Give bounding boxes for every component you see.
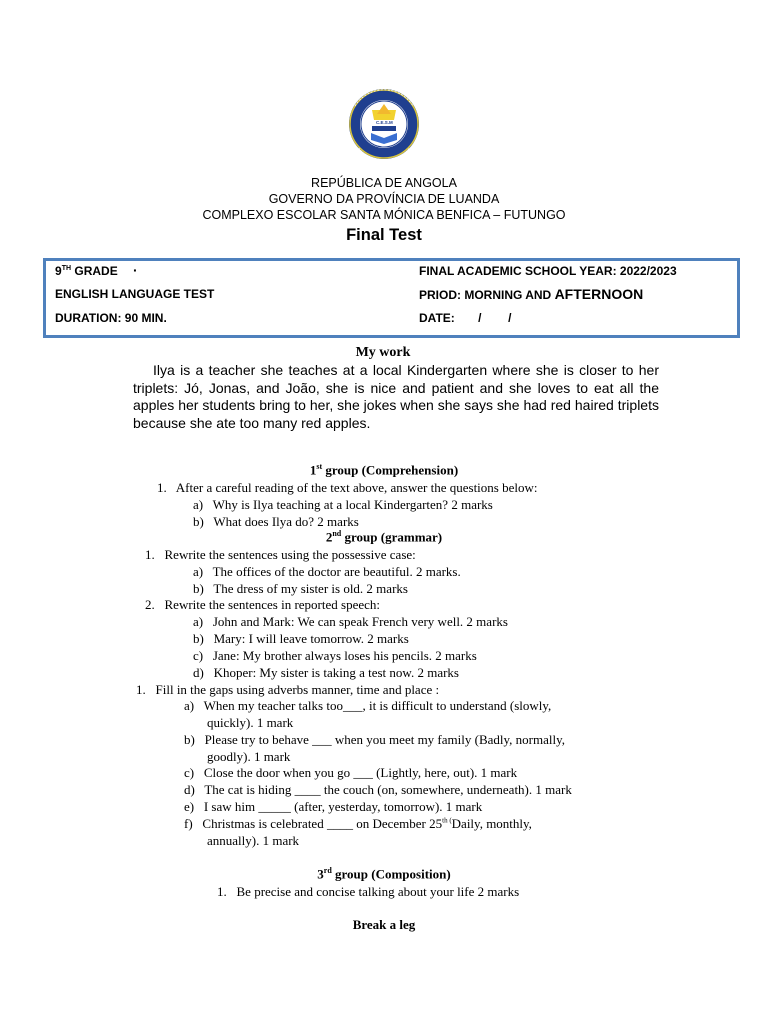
group2-question-3: 1. Fill in the gaps using adverbs manner, time and place : bbox=[136, 682, 440, 697]
group2-q3-item-f-cont: annually). 1 mark bbox=[207, 833, 300, 848]
group3-title: 3rd group (Composition) bbox=[317, 866, 451, 882]
group2-q2-item-b: b) Mary: I will leave tomorrow. 2 marks bbox=[193, 631, 409, 646]
logo-center-text: C.E.S.M bbox=[376, 120, 393, 125]
header-government: GOVERNO DA PROVÍNCIA DE LUANDA bbox=[268, 192, 500, 206]
school-year: FINAL ACADEMIC SCHOOL YEAR: 2022/2023 bbox=[419, 264, 677, 278]
group2-q3-item-e: e) I saw him _____ (after, yesterday, tomorrow). 1 mark bbox=[184, 799, 483, 814]
group2-q3-item-a: a) When my teacher talks too___, it is difficult to understand (slowly, bbox=[184, 698, 552, 713]
group2-q3-item-b-cont: goodly). 1 mark bbox=[207, 749, 291, 764]
passage-text: Ilya is a teacher she teaches at a local Kindergarten where she is closer to her triplets: Jó, Jonas, and João, she is nice and patient and she loves to eat all the apples her students bring to her, she jokes when she says she had red haired triplets because she ate too many red apples. bbox=[133, 362, 659, 431]
passage-title: My work bbox=[355, 345, 411, 360]
school-logo bbox=[347, 86, 421, 164]
group2-question-2: 2. Rewrite the sentences in reported speech: bbox=[145, 597, 380, 612]
grade-label: 9TH GRADE bbox=[55, 264, 118, 278]
group1-item-b: b) What does Ilya do? 2 marks bbox=[193, 514, 359, 529]
group2-title: 2nd group (grammar) bbox=[325, 529, 443, 545]
group2-q2-item-c: c) Jane: My brother always loses his pencils. 2 marks bbox=[193, 648, 477, 663]
group2-question-1: 1. Rewrite the sentences using the possessive case: bbox=[145, 547, 416, 562]
closing-text: Break a leg bbox=[352, 917, 416, 932]
group1-item-a: a) Why is Ilya teaching at a local Kindergarten? 2 marks bbox=[193, 497, 493, 512]
group1-question: 1. After a careful reading of the text above, answer the questions below: bbox=[157, 480, 538, 495]
group2-q3-item-b: b) Please try to behave ___ when you meet my family (Badly, normally, bbox=[184, 732, 565, 747]
group2-q2-item-a: a) John and Mark: We can speak French very well. 2 marks bbox=[193, 614, 508, 629]
subject-label: ENGLISH LANGUAGE TEST bbox=[55, 287, 215, 301]
group2-q2-item-d: d) Khoper: My sister is taking a test now. 2 marks bbox=[193, 665, 459, 680]
group3-question: 1. Be precise and concise talking about your life 2 marks bbox=[217, 884, 520, 899]
group2-q3-item-c: c) Close the door when you go ___ (Lightly, here, out). 1 mark bbox=[184, 765, 518, 780]
group2-q1-item-b: b) The dress of my sister is old. 2 marks bbox=[193, 581, 408, 596]
group2-q3-item-a-cont: quickly). 1 mark bbox=[207, 715, 294, 730]
date-label: DATE: / / bbox=[419, 311, 512, 325]
header-country: REPÚBLICA DE ANGOLA bbox=[311, 176, 457, 190]
grade-dot: · bbox=[133, 262, 138, 278]
duration-label: DURATION: 90 MIN. bbox=[55, 311, 167, 325]
page-title: Final Test bbox=[346, 226, 422, 244]
reading-passage bbox=[133, 362, 659, 432]
period-label: PRIOD: MORNING AND AFTERNOON bbox=[419, 286, 644, 302]
group2-q3-item-d: d) The cat is hiding ____ the couch (on, somewhere, underneath). 1 mark bbox=[184, 782, 572, 797]
header-school: COMPLEXO ESCOLAR SANTA MÓNICA BENFICA – FUTUNGO bbox=[202, 208, 566, 222]
group2-q3-item-f: f) Christmas is celebrated ____ on December $25^{th (}Daily$, monthly, bbox=[184, 816, 532, 831]
group2-q1-item-a: a) The offices of the doctor are beautiful. 2 marks. bbox=[193, 564, 461, 579]
group1-title: 1st group (Comprehension) bbox=[309, 462, 459, 478]
